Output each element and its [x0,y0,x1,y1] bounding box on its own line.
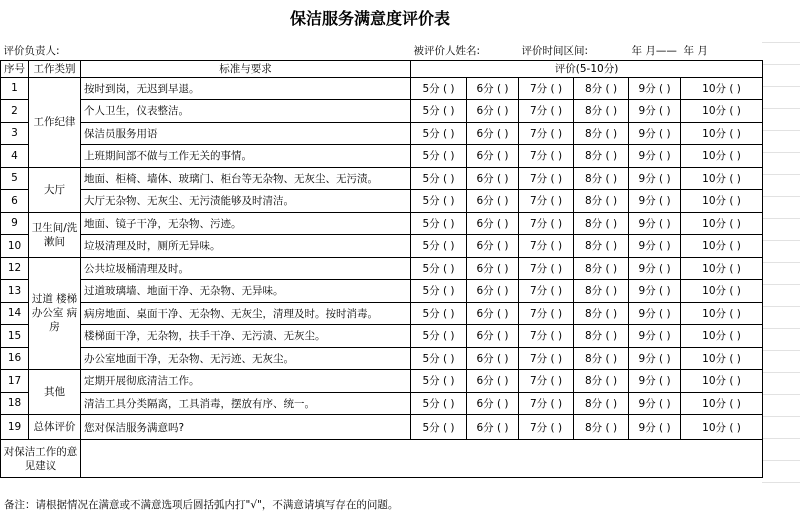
score-option[interactable]: 6分 ( ) [467,280,519,303]
score-option[interactable]: 7分 ( ) [519,122,574,145]
score-option[interactable]: 9分 ( ) [629,235,681,258]
score-option[interactable]: 6分 ( ) [467,415,519,440]
evaluator-label: 评价负责人: [1,42,81,60]
row-number: 12 [1,257,29,280]
table-row [1,100,763,123]
row-number: 2 [1,100,29,123]
standard-cell: 大厅无杂物、无灰尘、无污渍能够及时清洁。 [81,190,411,213]
score-option[interactable]: 9分 ( ) [629,280,681,303]
period-from[interactable]: 年 月—— [629,42,681,60]
score-option[interactable]: 7分 ( ) [519,212,574,235]
score-option[interactable]: 6分 ( ) [467,392,519,415]
evaluation-table [0,42,763,478]
table-row [1,167,763,190]
score-option[interactable]: 9分 ( ) [629,190,681,213]
score-option[interactable]: 9分 ( ) [629,167,681,190]
row-number: 14 [1,302,29,325]
score-option[interactable]: 5分 ( ) [411,392,467,415]
score-option[interactable]: 6分 ( ) [467,302,519,325]
standard-cell: 地面、柜椅、墙体、玻璃门、柜台等无杂物、无灰尘、无污渍。 [81,167,411,190]
score-option[interactable]: 5分 ( ) [411,167,467,190]
header-standard: 标准与要求 [81,60,411,77]
category-cell: 其他 [29,370,81,415]
standard-cell: 办公室地面干净，无杂物、无污迹、无灰尘。 [81,347,411,370]
table-row [1,392,763,415]
standard-cell: 定期开展彻底清洁工作。 [81,370,411,393]
row-number: 18 [1,392,29,415]
score-option[interactable]: 7分 ( ) [519,190,574,213]
score-option[interactable]: 8分 ( ) [574,392,629,415]
period-to[interactable]: 年 月 [681,42,763,60]
category-cell: 总体评价 [29,415,81,440]
header-category: 工作类别 [29,60,81,77]
score-option[interactable]: 10分 ( ) [681,392,763,415]
score-option[interactable]: 9分 ( ) [629,100,681,123]
score-option[interactable]: 10分 ( ) [681,212,763,235]
score-option[interactable]: 7分 ( ) [519,100,574,123]
score-option[interactable]: 5分 ( ) [411,235,467,258]
score-option[interactable]: 8分 ( ) [574,100,629,123]
score-option[interactable]: 10分 ( ) [681,167,763,190]
score-option[interactable]: 5分 ( ) [411,100,467,123]
score-option[interactable]: 6分 ( ) [467,100,519,123]
score-option[interactable]: 8分 ( ) [574,212,629,235]
score-option[interactable]: 6分 ( ) [467,325,519,348]
score-option[interactable]: 7分 ( ) [519,347,574,370]
score-option[interactable]: 8分 ( ) [574,257,629,280]
score-option[interactable]: 7分 ( ) [519,145,574,168]
score-option[interactable]: 7分 ( ) [519,235,574,258]
score-option[interactable]: 10分 ( ) [681,280,763,303]
page-title: 保洁服务满意度评价表 [289,9,450,28]
row-number: 6 [1,190,29,213]
table-row [1,145,763,168]
score-option[interactable]: 8分 ( ) [574,235,629,258]
score-option[interactable]: 8分 ( ) [574,415,629,440]
score-option[interactable]: 6分 ( ) [467,257,519,280]
row-number: 15 [1,325,29,348]
score-option[interactable]: 5分 ( ) [411,257,467,280]
table-row [1,235,763,258]
standard-cell: 病房地面、桌面干净、无杂物、无灰尘，清理及时。按时消毒。 [81,302,411,325]
score-option[interactable]: 6分 ( ) [467,347,519,370]
score-option[interactable]: 6分 ( ) [467,235,519,258]
table-row [1,257,763,280]
score-option[interactable]: 10分 ( ) [681,122,763,145]
score-option[interactable]: 9分 ( ) [629,77,681,100]
standard-cell: 个人卫生，仪表整洁。 [81,100,411,123]
score-option[interactable]: 10分 ( ) [681,257,763,280]
table-row [1,415,763,440]
standard-cell: 楼梯面干净，无杂物，扶手干净、无污渍、无灰尘。 [81,325,411,348]
header-no: 序号 [1,60,29,77]
standard-cell: 垃圾清理及时，厕所无异味。 [81,235,411,258]
suggestion-label: 对保洁工作的意见建议 [1,440,81,478]
score-option[interactable]: 10分 ( ) [681,77,763,100]
header-row [1,60,763,77]
standard-cell: 保洁员服务用语 [81,122,411,145]
period-label: 评价时间区间: [519,42,629,60]
row-number: 13 [1,280,29,303]
score-option[interactable]: 5分 ( ) [411,145,467,168]
score-option[interactable]: 8分 ( ) [574,325,629,348]
score-option[interactable]: 7分 ( ) [519,325,574,348]
score-option[interactable]: 10分 ( ) [681,190,763,213]
score-option[interactable]: 5分 ( ) [411,347,467,370]
row-number: 4 [1,145,29,168]
table-row [1,212,763,235]
score-option[interactable]: 8分 ( ) [574,122,629,145]
table-row [1,302,763,325]
category-cell: 过道 楼梯 办公室 病房 [29,257,81,370]
row-number: 9 [1,212,29,235]
score-option[interactable]: 5分 ( ) [411,280,467,303]
row-number: 19 [1,415,29,440]
standard-cell: 上班期间部不做与工作无关的事情。 [81,145,411,168]
score-option[interactable]: 9分 ( ) [629,325,681,348]
score-option[interactable]: 8分 ( ) [574,167,629,190]
score-option[interactable]: 10分 ( ) [681,347,763,370]
score-option[interactable]: 8分 ( ) [574,77,629,100]
standard-cell: 地面、镜子干净，无杂物、污迹。 [81,212,411,235]
score-option[interactable]: 9分 ( ) [629,257,681,280]
row-number: 10 [1,235,29,258]
header-rating: 评价(5-10分) [411,60,763,77]
category-cell: 工作纪律 [29,77,81,167]
score-option[interactable]: 8分 ( ) [574,370,629,393]
category-cell: 大厅 [29,167,81,212]
score-option[interactable]: 7分 ( ) [519,167,574,190]
score-option[interactable]: 7分 ( ) [519,257,574,280]
score-option[interactable]: 5分 ( ) [411,370,467,393]
score-option[interactable]: 10分 ( ) [681,325,763,348]
score-option[interactable]: 6分 ( ) [467,370,519,393]
score-option[interactable]: 6分 ( ) [467,212,519,235]
score-option[interactable]: 5分 ( ) [411,302,467,325]
score-option[interactable]: 8分 ( ) [574,280,629,303]
standard-cell: 清洁工具分类隔离，工具消毒，摆放有序、统一。 [81,392,411,415]
score-option[interactable]: 8分 ( ) [574,145,629,168]
score-option[interactable]: 9分 ( ) [629,370,681,393]
score-option[interactable]: 5分 ( ) [411,212,467,235]
score-option[interactable]: 8分 ( ) [574,302,629,325]
suggestion-input[interactable] [81,440,763,478]
score-option[interactable]: 7分 ( ) [519,280,574,303]
score-option[interactable]: 7分 ( ) [519,302,574,325]
standard-cell: 公共垃圾桶清理及时。 [81,257,411,280]
info-row [1,42,763,60]
category-cell: 卫生间/洗漱间 [29,212,81,257]
row-number: 5 [1,167,29,190]
row-number: 17 [1,370,29,393]
score-option[interactable]: 7分 ( ) [519,370,574,393]
row-number: 3 [1,122,29,145]
table-row [1,370,763,393]
score-option[interactable]: 10分 ( ) [681,370,763,393]
score-option[interactable]: 5分 ( ) [411,77,467,100]
score-option[interactable]: 7分 ( ) [519,77,574,100]
suggestion-row [1,440,763,478]
score-option[interactable]: 9分 ( ) [629,415,681,440]
score-option[interactable]: 5分 ( ) [411,190,467,213]
row-number: 16 [1,347,29,370]
score-option[interactable]: 9分 ( ) [629,347,681,370]
score-option[interactable]: 5分 ( ) [411,122,467,145]
standard-cell: 过道玻璃墙、地面干净、无杂物、无异味。 [81,280,411,303]
score-option[interactable]: 5分 ( ) [411,325,467,348]
score-option[interactable]: 8分 ( ) [574,347,629,370]
score-option[interactable]: 10分 ( ) [681,415,763,440]
table-row [1,122,763,145]
score-option[interactable]: 7分 ( ) [519,392,574,415]
standard-cell: 按时到岗，无迟到早退。 [81,77,411,100]
score-option[interactable]: 10分 ( ) [681,145,763,168]
table-row [1,347,763,370]
standard-cell: 您对保洁服务满意吗? [81,415,411,440]
score-option[interactable]: 10分 ( ) [681,302,763,325]
score-option[interactable]: 6分 ( ) [467,77,519,100]
evaluatee-label: 被评价人姓名: [411,42,519,60]
score-option[interactable]: 10分 ( ) [681,100,763,123]
score-option[interactable]: 8分 ( ) [574,190,629,213]
score-option[interactable]: 10分 ( ) [681,235,763,258]
table-row [1,190,763,213]
score-option[interactable]: 9分 ( ) [629,212,681,235]
table-row [1,280,763,303]
table-row [1,325,763,348]
score-option[interactable]: 6分 ( ) [467,190,519,213]
score-option[interactable]: 9分 ( ) [629,392,681,415]
score-option[interactable]: 9分 ( ) [629,302,681,325]
evaluator-value[interactable] [81,42,411,60]
score-option[interactable]: 7分 ( ) [519,415,574,440]
table-row [1,77,763,100]
footnote: 备注：请根据情况在满意或不满意选项后圆括弧内打"√"，不满意请填写存在的问题。 [4,499,399,511]
score-option[interactable]: 9分 ( ) [629,122,681,145]
score-option[interactable]: 6分 ( ) [467,145,519,168]
score-option[interactable]: 6分 ( ) [467,167,519,190]
score-option[interactable]: 9分 ( ) [629,145,681,168]
empty-grid-area [762,42,800,487]
row-number: 1 [1,77,29,100]
score-option[interactable]: 5分 ( ) [411,415,467,440]
score-option[interactable]: 6分 ( ) [467,122,519,145]
